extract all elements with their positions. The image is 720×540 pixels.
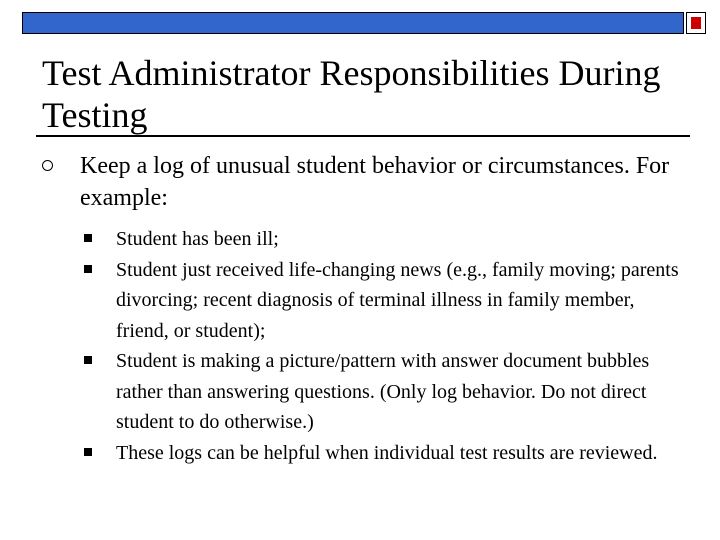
bullet-list [42, 150, 692, 468]
sub-bullet-item [80, 224, 692, 255]
sub-bullet-item [80, 438, 692, 469]
sub-bullet-item [80, 346, 692, 438]
square-bullet-icon [84, 234, 92, 242]
sub-bullet-item [80, 255, 692, 347]
main-bullet-item [42, 150, 692, 468]
hollow-circle-bullet-icon [42, 160, 53, 171]
square-bullet-icon [84, 265, 92, 273]
square-bullet-icon [84, 356, 92, 364]
sub-bullet-text: Student has been ill; [116, 228, 279, 250]
sub-bullet-text: Student just received life-changing news (e.g., family moving; parents divorcing; recent diagnosis of terminal illness in family member, friend, or student); [116, 258, 679, 342]
top-decorative-bar [22, 12, 684, 34]
square-bullet-icon [84, 448, 92, 456]
corner-accent-square [686, 12, 706, 34]
sub-bullet-text: These logs can be helpful when individual test results are reviewed. [116, 441, 658, 464]
main-bullet-text: Keep a log of unusual student behavior or circumstances. For example: [80, 153, 670, 211]
slide-title: Test Administrator Responsibilities During Testing [42, 53, 661, 135]
sub-bullet-text: Student is making a picture/pattern with answer document bubbles rather than answering questions. (Only log behavior. Do not direct student to do otherwise.) [116, 350, 650, 433]
sub-bullet-list [80, 224, 692, 468]
title-underline-divider [36, 135, 690, 137]
